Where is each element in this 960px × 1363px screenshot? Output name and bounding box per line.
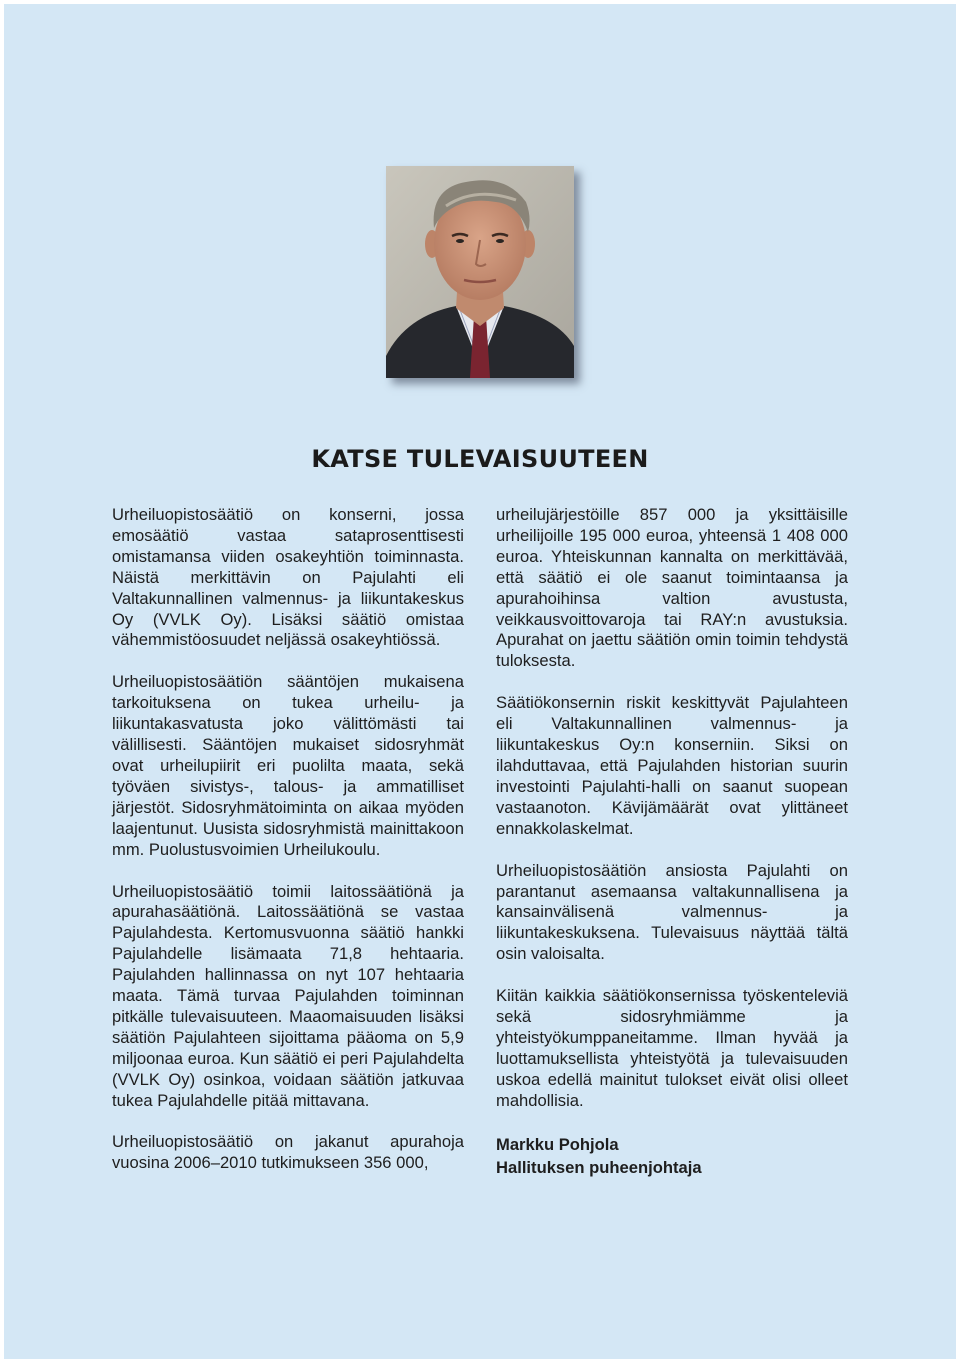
signature — [496, 1133, 848, 1179]
paragraph: urheilujärjestöille 857 000 ja yksittäisille urheilijoille 195 000 euroa, yhteensä 1 408 000 euroa. Yhteiskunnan kannalta on merkittävää, että säätiö ei ole saanut toimintaansa ja apurahoihinsa valtion avustusta, veikkausvoittovaroja tai RAY:n avustuksia. Apurahat on jaettu säätiön omin toimin tehdystä tuloksesta. — [496, 505, 848, 671]
page-title: KATSE TULEVAISUUTEEN — [311, 445, 649, 473]
paragraph: Urheiluopistosäätiö toimii laitossäätiönä ja apurahasäätiönä. Laitossäätiönä se vastaa Pajulahdesta. Kertomusvuonna säätiö hankki Pajulahdelle lisämaata 71,8 hehtaaria. Pajulahden hallinnassa on nyt 107 hehtaaria maata. Tämä turvaa Pajulahden toiminnan pitkälle tulevaisuuteen. Maaomaisuuden lisäksi säätiön Pajulahteen sijoittama pääoma on 5,9 miljoonaa euroa. Kun säätiö ei peri Pajulahdelta (VVLK Oy) osinkoa, voidaan säätiön jatkuvaa tukea Pajulahdelle pitää mittavana. — [112, 881, 464, 1110]
signature-name: Markku Pohjola — [496, 1134, 619, 1154]
paragraph: Urheiluopistosäätiön ansiosta Pajulahti on parantanut asemaansa valtakunnallisena ja kansainvälisenä valmennus- ja liikuntakeskuksena. Tulevaisuus näyttää tältä osin valoisalta. — [496, 860, 848, 964]
paragraph: Urheiluopistosäätiön sääntöjen mukaisena tarkoituksena on tukea urheilu- ja liikuntakasvatusta joko välittömästi tai välillisesti. Sääntöjen mukaiset sidosryhmät ovat urheilupiirit eri puolilta maata, sekä työväen sivistys-, talous- ja ammatilliset järjestöt. Sidosryhmätoiminta on aikaa myöden laajentunut. Uusista sidosryhmistä mainittakoon mm. Puolustusvoimien Urheilukoulu. — [112, 672, 464, 859]
paragraph: Urheiluopistosäätiö on jakanut apurahoja vuosina 2006–2010 tutkimukseen 356 000, — [112, 1132, 464, 1173]
portrait-photo — [386, 166, 574, 378]
signature-role: Hallituksen puheenjohtaja — [496, 1157, 702, 1177]
paragraph: Säätiökonsernin riskit keskittyvät Pajulahteen eli Valtakunnallinen valmennus- ja liikuntakeskus Oy:n konserniin. Siksi on ilahduttavaa, että Pajulahden historian suurin investointi Pajulahti-halli on saanut suopean vastaanoton. Kävijämäärät ovat ylittäneet ennakkolaskelmat. — [496, 693, 848, 838]
portrait-illustration — [386, 166, 574, 378]
paragraph: Kiitän kaikkia säätiökonsernissa työskenteleviä sekä sidosryhmiämme ja yhteistyökumppaneitamme. Ilman hyvää ja luottamuksellista yhteistyötä ja tulevaisuuden uskoa edellä mainitut tulokset eivät olisi olleet mahdollisia. — [496, 986, 848, 1110]
left-column — [112, 505, 464, 1195]
paragraph: Urheiluopistosäätiö on konserni, jossa emosäätiö vastaa sataprosenttisesti omistamansa viiden osakeyhtiön toiminnasta. Näistä merkittävin on Pajulahti eli Valtakunnallinen valmennus- ja liikuntakeskus Oy (VVLK Oy). Lisäksi säätiö omistaa vähemmistöosuudet neljässä osakeyhtiössä. — [112, 505, 464, 650]
right-column — [496, 505, 848, 1179]
